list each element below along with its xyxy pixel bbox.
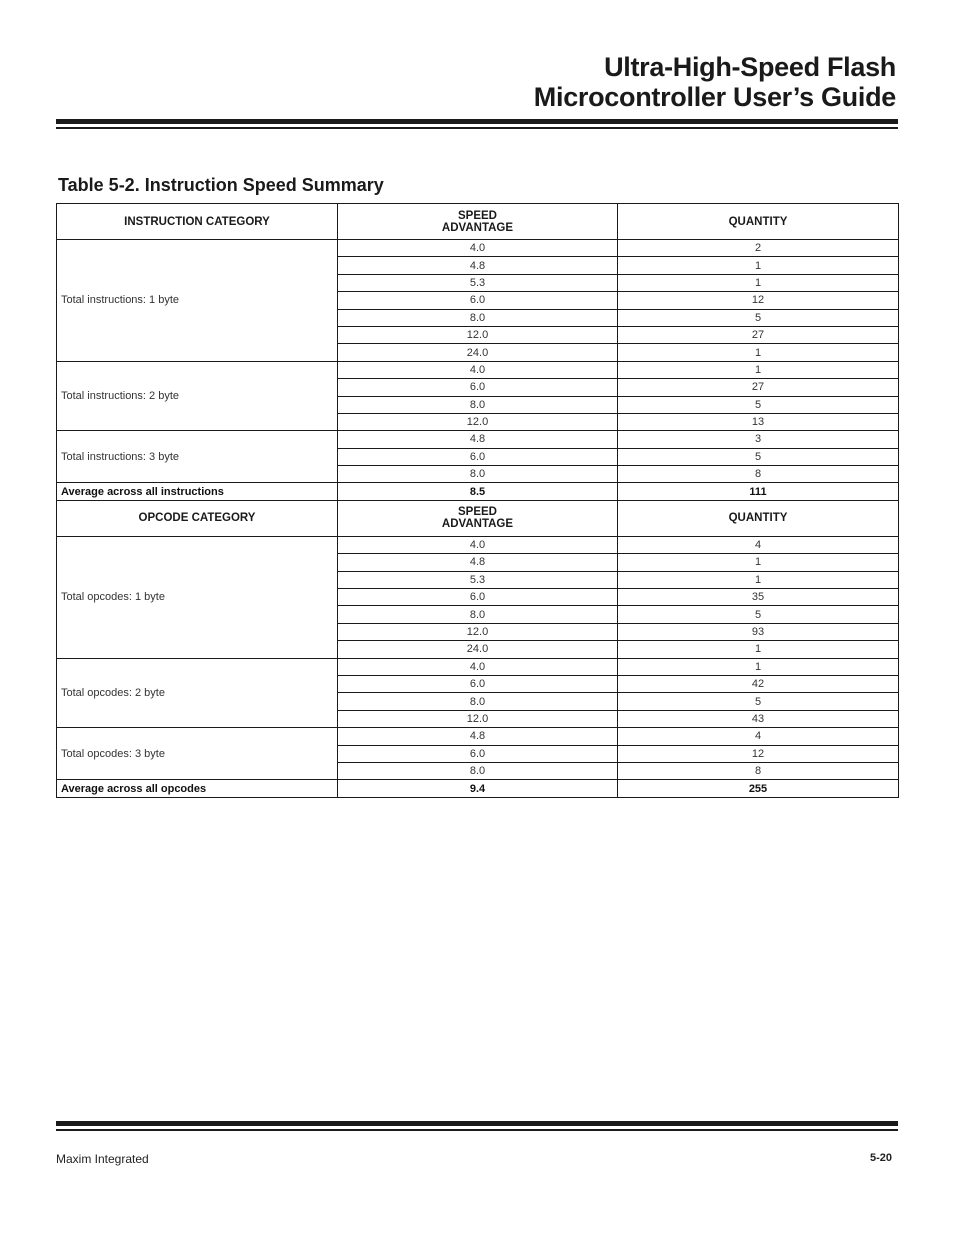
speed-cell: 4.8 [338,257,618,274]
speed-cell: 4.0 [338,361,618,378]
table-header-row [57,204,899,240]
average-row [57,780,899,797]
quantity-cell: 93 [618,623,899,640]
quantity-cell: 43 [618,710,899,727]
quantity-cell: 1 [618,658,899,675]
category-label: Total instructions: 3 byte [57,431,338,483]
quantity-cell: 4 [618,728,899,745]
speed-cell: 8.0 [338,606,618,623]
category-label: Total instructions: 1 byte [57,240,338,362]
column-header: OPCODE CATEGORY [57,500,338,536]
quantity-cell: 5 [618,448,899,465]
document-title [534,52,896,112]
speed-cell: 6.0 [338,589,618,606]
footer-rule-thin [56,1129,898,1131]
table-row [57,361,899,378]
quantity-cell: 12 [618,745,899,762]
speed-cell: 6.0 [338,379,618,396]
speed-cell: 8.0 [338,693,618,710]
speed-cell: 6.0 [338,292,618,309]
quantity-cell: 12 [618,292,899,309]
table-row [57,536,899,553]
column-header: SPEED ADVANTAGE [338,500,618,536]
average-quantity: 111 [618,483,899,500]
speed-cell: 12.0 [338,326,618,343]
column-header: QUANTITY [618,204,899,240]
quantity-cell: 27 [618,379,899,396]
average-speed: 9.4 [338,780,618,797]
quantity-cell: 27 [618,326,899,343]
document-title-line2: Microcontroller User’s Guide [533,82,896,112]
table-header-row [57,500,899,536]
quantity-cell: 5 [618,309,899,326]
quantity-cell: 4 [618,536,899,553]
footer-page-number: 5-20 [869,1152,892,1164]
column-header: INSTRUCTION CATEGORY [57,204,338,240]
quantity-cell: 42 [618,675,899,692]
speed-cell: 6.0 [338,448,618,465]
quantity-cell: 1 [618,361,899,378]
quantity-cell: 3 [618,431,899,448]
quantity-cell: 1 [618,344,899,361]
table-row [57,728,899,745]
quantity-cell: 1 [618,257,899,274]
speed-cell: 5.3 [338,274,618,291]
quantity-cell: 1 [618,554,899,571]
quantity-cell: 8 [618,762,899,779]
speed-cell: 8.0 [338,466,618,483]
speed-cell: 4.0 [338,658,618,675]
category-label: Total opcodes: 3 byte [57,728,338,780]
document-title-line1: Ultra-High-Speed Flash [604,52,896,82]
average-label: Average across all instructions [57,483,338,500]
table-row [57,240,899,257]
speed-cell: 12.0 [338,413,618,430]
quantity-cell: 13 [618,413,899,430]
category-label: Total opcodes: 2 byte [57,658,338,728]
average-quantity: 255 [618,780,899,797]
speed-cell: 4.0 [338,240,618,257]
quantity-cell: 1 [618,571,899,588]
quantity-cell: 1 [618,274,899,291]
speed-cell: 6.0 [338,675,618,692]
speed-cell: 4.8 [338,431,618,448]
speed-cell: 24.0 [338,344,618,361]
footer-rule-thick [56,1121,898,1126]
speed-cell: 4.8 [338,728,618,745]
speed-cell: 12.0 [338,710,618,727]
instruction-speed-table [56,203,899,798]
average-speed: 8.5 [338,483,618,500]
table-row [57,658,899,675]
header-rule-thin [56,127,898,129]
quantity-cell: 5 [618,606,899,623]
quantity-cell: 1 [618,641,899,658]
speed-cell: 5.3 [338,571,618,588]
category-label: Total opcodes: 1 byte [57,536,338,658]
quantity-cell: 5 [618,396,899,413]
speed-cell: 24.0 [338,641,618,658]
table-title: Table 5-2. Instruction Speed Summary [58,175,384,195]
quantity-cell: 5 [618,693,899,710]
category-label: Total instructions: 2 byte [57,361,338,431]
column-header: QUANTITY [618,500,899,536]
quantity-cell: 2 [618,240,899,257]
speed-cell: 8.0 [338,309,618,326]
speed-cell: 12.0 [338,623,618,640]
speed-cell: 6.0 [338,745,618,762]
average-label: Average across all opcodes [57,780,338,797]
average-row [57,483,899,500]
footer-company: Maxim Integrated [56,1152,149,1166]
column-header: SPEED ADVANTAGE [338,204,618,240]
speed-cell: 4.8 [338,554,618,571]
speed-cell: 8.0 [338,396,618,413]
speed-cell: 8.0 [338,762,618,779]
quantity-cell: 35 [618,589,899,606]
quantity-cell: 8 [618,466,899,483]
speed-cell: 4.0 [338,536,618,553]
header-rule-thick [56,119,898,124]
table-row [57,431,899,448]
